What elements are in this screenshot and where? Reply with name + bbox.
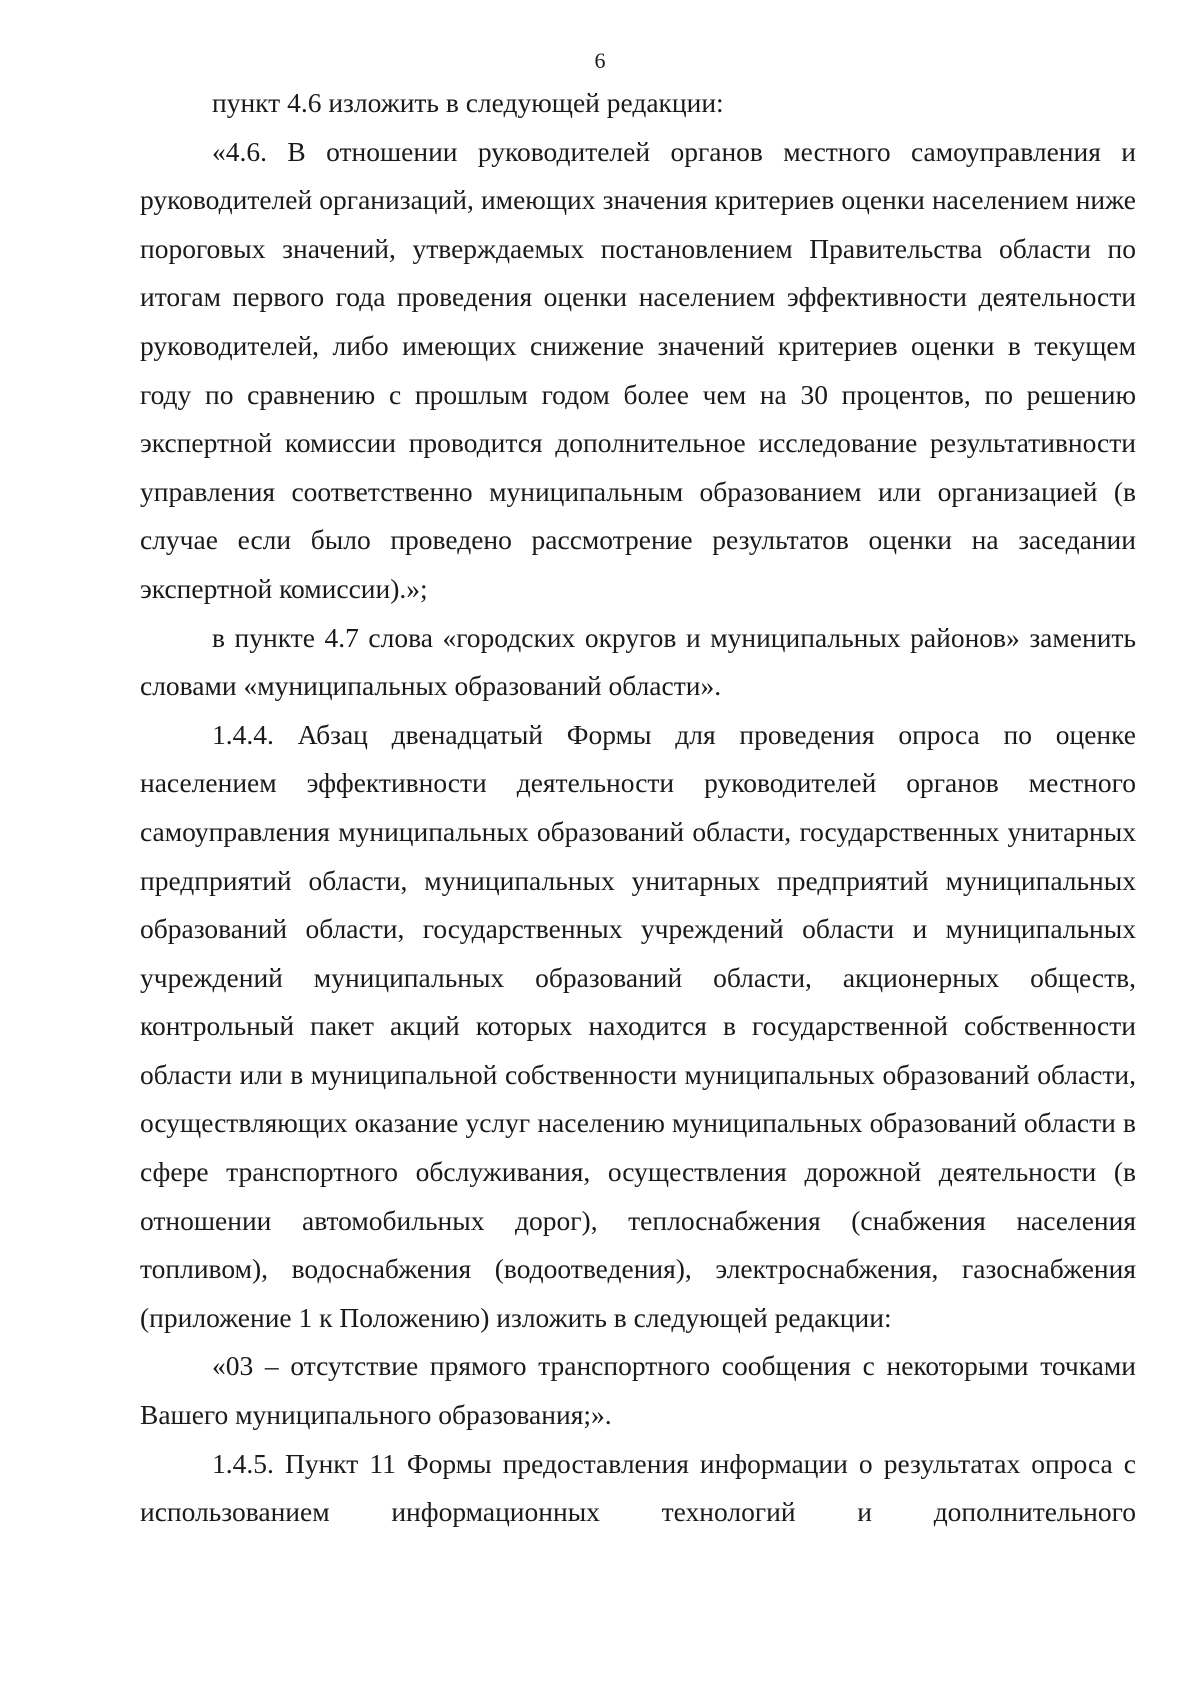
paragraph-item-4-6-intro: пункт 4.6 изложить в следующей редакции:: [212, 87, 724, 118]
paragraph-1-4-5: 1.4.5. Пункт 11 Формы предоставления информации о результатах опроса с использованием информационных технологий и дополнительного: [140, 1447, 1136, 1528]
paragraph-item-4-7: в пункте 4.7 слова «городских округов и муниципальных районов» заменить словами «муниципальных образований области».: [140, 621, 1136, 702]
document-body: [140, 79, 1136, 1537]
paragraph-item-4-6-text: «4.6. В отношении руководителей органов местного самоуправления и руководителей организаций, имеющих значения критериев оценки населением ниже пороговых значений, утверждаемых постановлением Правительства области по итогам первого года проведения оценки населением эффективности деятельности руководителей, либо имеющих снижение значений критериев оценки в текущем году по сравнению с прошлым годом более чем на 30 процентов, по решению экспертной комиссии проводится дополнительное исследование результативности управления соответственно муниципальным образованием или организацией (в случае если было проведено рассмотрение результатов оценки на заседании экспертной комиссии).»;: [140, 135, 1136, 604]
paragraph-1-4-4: 1.4.4. Абзац двенадцатый Формы для проведения опроса по оценке населением эффективности деятельности руководителей органов местного самоуправления муниципальных образований области, государственных унитарных предприятий области, муниципальных унитарных предприятий муниципальных образований области, государственных учреждений области и муниципальных учреждений муниципальных образований области, акционерных обществ, контрольный пакет акций которых находится в государственной собственности области или в муниципальной собственности муниципальных образований области, осуществляющих оказание услуг населению муниципальных образований области в сфере транспортного обслуживания, осуществления дорожной деятельности (в отношении автомобильных дорог), теплоснабжения (снабжения населения топливом), водоснабжения (водоотведения), электроснабжения, газоснабжения (приложение 1 к Положению) изложить в следующей редакции:: [140, 718, 1136, 1333]
page-number: 6: [594, 48, 606, 73]
paragraph-option-03: «03 – отсутствие прямого транспортного сообщения с некоторыми точками Вашего муниципального образования;».: [140, 1350, 1136, 1431]
